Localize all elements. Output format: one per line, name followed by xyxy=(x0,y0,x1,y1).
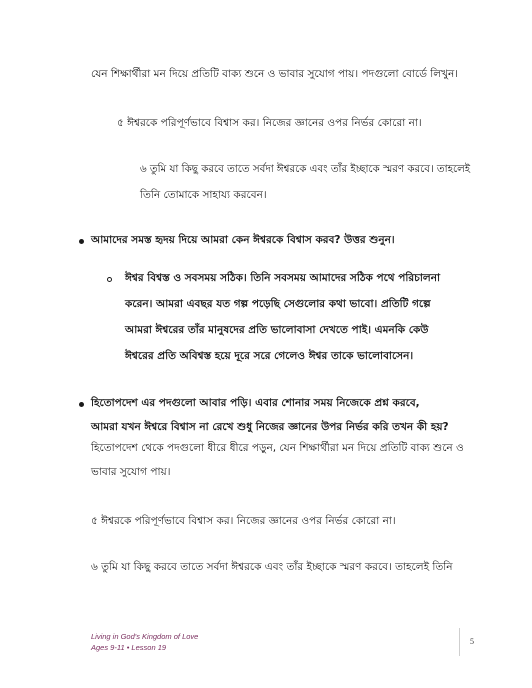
verse-5-line: ৫ ঈশ্বরকে পরিপূর্ণভাবে বিশ্বাস কর। নিজের জ্ঞানের ওপর নির্ভর কোরো না। xyxy=(117,117,422,129)
reading-instruction-continuation: ভাবার সুযোগ পায়। xyxy=(91,466,171,478)
answer-line: আমরা ঈশ্বরের তাঁর মানুষদের প্রতি ভালোবাসা দেখতে পাই। এমনকি কেউ xyxy=(125,324,429,336)
question-2-line-2: আমরা যখন ঈশ্বরে বিশ্বাস না রেখে শুধু নিজের জ্ঞানের উপর নির্ভর করি তখন কী হয়? xyxy=(91,421,449,433)
question-2-line-1: হিতোপদেশ এর পদগুলো আবার পড়ি। এবার শোনার সময় নিজেকে প্রশ্ন করবে, xyxy=(91,397,420,409)
question-1: আমাদের সমস্ত হৃদয় দিয়ে আমরা কেন ঈশ্বরকে বিশ্বাস করব? উত্তর শুনুন। xyxy=(91,234,395,246)
verse-6-line: ৬ তুমি যা কিছু করবে তাতে সর্বদা ঈশ্বরকে এবং তাঁর ইচ্ছাকে স্মরণ করবে। তাহলেই xyxy=(140,163,471,175)
verse-5-repeat: ৫ ঈশ্বরকে পরিপূর্ণভাবে বিশ্বাস কর। নিজের জ্ঞানের ওপর নির্ভর কোরো না। xyxy=(91,515,396,527)
footer-subtitle: Ages 9-11 • Lesson 19 xyxy=(91,643,167,652)
sub-bullet-icon xyxy=(107,277,112,282)
answer-line: ঈশ্বরের প্রতি অবিশ্বস্ত হয়ে দূরে সরে গেলেও ঈশ্বর তাকে ভালোবাসেন। xyxy=(125,350,414,362)
verse-6-continuation: তিনি তোমাকে সাহায্য করবেন। xyxy=(140,189,267,201)
answer-line: ঈশ্বর বিশ্বস্ত ও সবসময় সঠিক। তিনি সবসময় আমাদের সঠিক পথে পরিচালনা xyxy=(125,272,441,284)
footer-divider xyxy=(459,628,460,656)
reading-instruction: হিতোপদেশ থেকে পদগুলো ধীরে ধীরে পড়ুন, যেন শিক্ষার্থীরা মন দিয়ে প্রতিটি বাক্য শুনে ও xyxy=(91,442,464,454)
bullet-icon xyxy=(79,402,84,407)
bullet-icon xyxy=(79,239,84,244)
paragraph-line: যেন শিক্ষার্থীরা মন দিয়ে প্রতিটি বাক্য শুনে ও ভাবার সুযোগ পায়। পদগুলো বোর্ডে লিখুন। xyxy=(91,68,459,80)
answer-line: করেন। আমরা এবছর যত গল্প পড়েছি সেগুলোর কথা ভাবো। প্রতিটি গল্পে xyxy=(125,298,431,310)
verse-6-repeat: ৬ তুমি যা কিছু করবে তাতে সর্বদা ঈশ্বরকে এবং তাঁর ইচ্ছাকে স্মরণ করবে। তাহলেই তিনি xyxy=(91,561,453,573)
footer-title: Living in God's Kingdom of Love xyxy=(91,632,199,641)
page-number: 5 xyxy=(470,637,474,646)
